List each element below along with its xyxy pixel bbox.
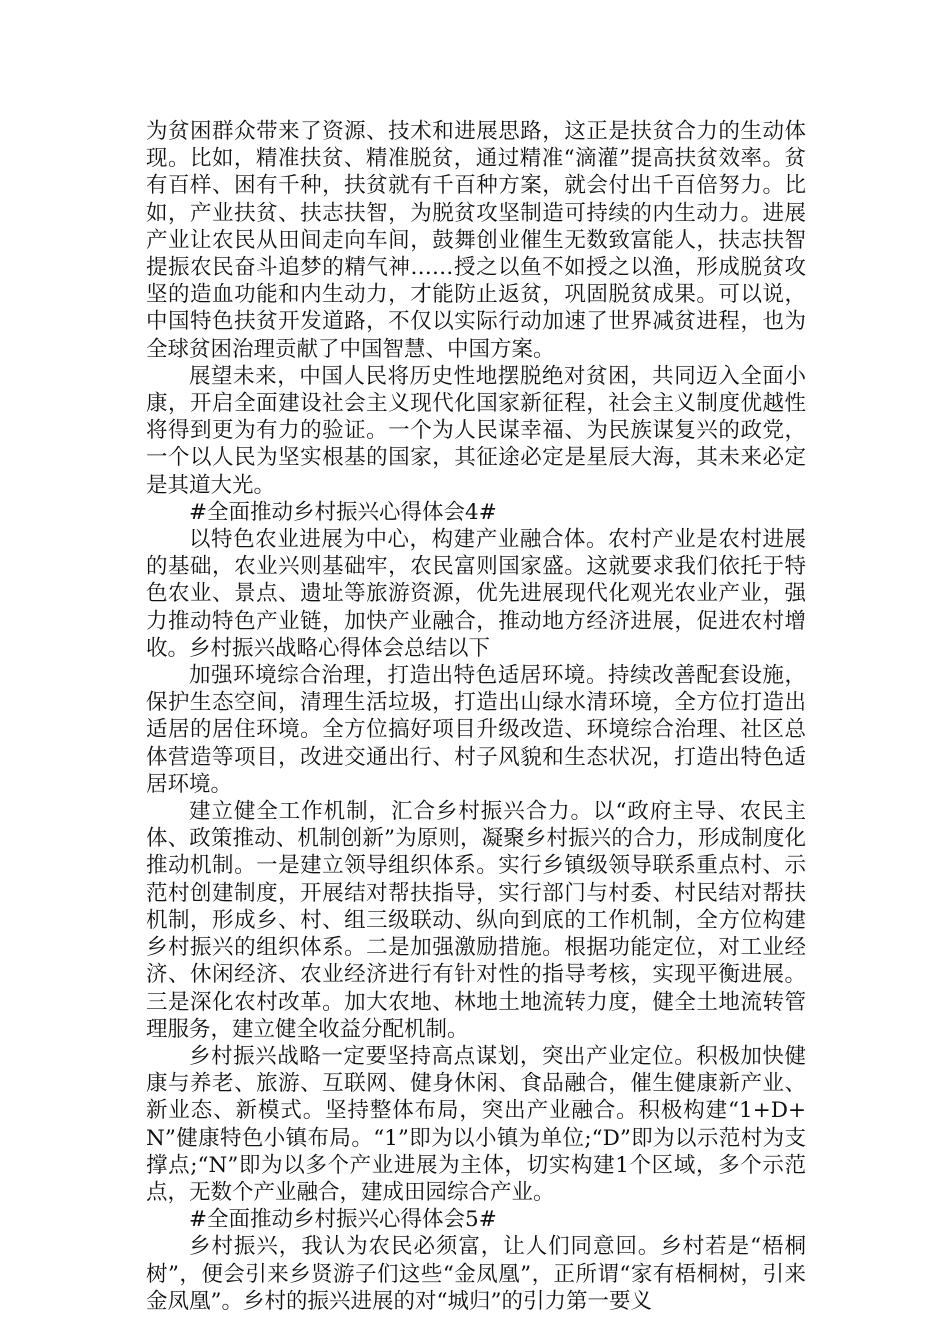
paragraph-work-mechanism: 建立健全工作机制，汇合乡村振兴合力。以“政府主导、农民主体、政策推动、机制创新”为原则，凝聚乡村振兴的合力，形成制度化推动机制。一是建立领导组织体系。实行乡镇级领导联系重点村、示范村创建制度，开展结对帮扶指导，实行部门与村委、村民结对帮扶机制，形成乡、村、组三级联动、纵向到底的工作机制，全方位构建乡村振兴的组织体系。二是加强激励措施。根据功能定位，对工业经济、休闲经济、农业经济进行有针对性的指导考核，实现平衡进展。三是深化农村改革。加大农地、林地土地流转力度，健全土地流转管理服务，建立健全收益分配机制。: [146, 799, 806, 1042]
paragraph-future-outlook: 展望未来，中国人民将历史性地摆脱绝对贫困，共同迈入全面小康，开启全面建设社会主义现代化国家新征程，社会主义制度优越性将得到更为有力的验证。一个为人民谋幸福、为民族谋复兴的政党，一个以人民为坚实根基的国家，其征途必定是星辰大海，其未来必定是其道大光。: [146, 363, 806, 498]
paragraph-specialty-agriculture: 以特色农业进展为中心，构建产业融合体。农村产业是农村进展的基础，农业兴则基础牢，农民富则国家盛。这就要求我们依托于特色农业、景点、遗址等旅游资源，优先进展现代化观光农业产业，强力推动特色产业链，加快产业融合，推动地方经济进展，促进农村增收。乡村振兴战略心得体会总结以下: [146, 527, 806, 661]
section-heading-5: #全面推动乡村振兴心得体会5#: [189, 1207, 497, 1233]
paragraph-high-level-planning: 乡村振兴战略一定要坚持高点谋划，突出产业定位。积极加快健康与养老、旅游、互联网、健身休闲、食品融合，催生健康新产业、新业态、新模式。坚持整体布局，突出产业融合。积极构建“1+D+N”健康特色小镇布局。“1”即为以小镇为单位;“D”即为以示范村为支撑点;“N”即为以多个产业进展为主体，切实构建1个区域，多个示范点，无数个产业融合，建成田园综合产业。: [146, 1043, 806, 1205]
section-heading-4: #全面推动乡村振兴心得体会4#: [189, 499, 497, 525]
paragraph-poverty-alleviation-cont: 为贫困群众带来了资源、技术和进展思路，这正是扶贫合力的生动体现。比如，精准扶贫、精准脱贫，通过精准“滴灌”提高扶贫效率。贫有百样、困有千种，扶贫就有千百种方案，就会付出千百倍努力。比如，产业扶贫、扶志扶智，为脱贫攻坚制造可持续的内生动力。进展产业让农民从田间走向车间，鼓舞创业催生无数致富能人，扶志扶智提振农民奋斗追梦的精气神……授之以鱼不如授之以渔，形成脱贫攻坚的造血功能和内生动力，才能防止返贫，巩固脱贫成果。可以说，中国特色扶贫开发道路，不仅以实际行动加速了世界减贫进程，也为全球贫困治理贡献了中国智慧、中国方案。: [146, 119, 806, 362]
document-body: [146, 118, 806, 1315]
paragraph-environment-governance: 加强环境综合治理，打造出特色适居环境。持续改善配套设施，保护生态空间，清理生活垃圾，打造出山绿水清环境，全方位打造出适居的居住环境。全方位搞好项目升级改造、环境综合治理、社区总体营造等项目，改进交通出行、村子风貌和生态状况，打造出特色适居环境。: [146, 663, 806, 797]
paragraph-farmers-rich: 乡村振兴，我认为农民必须富，让人们同意回。乡村若是“梧桐树”，便会引来乡贤游子们这些“金凤凰”，正所谓“家有梧桐树，引来金凤凰”。乡村的振兴进展的对“城归”的引力第一要义: [146, 1234, 806, 1314]
